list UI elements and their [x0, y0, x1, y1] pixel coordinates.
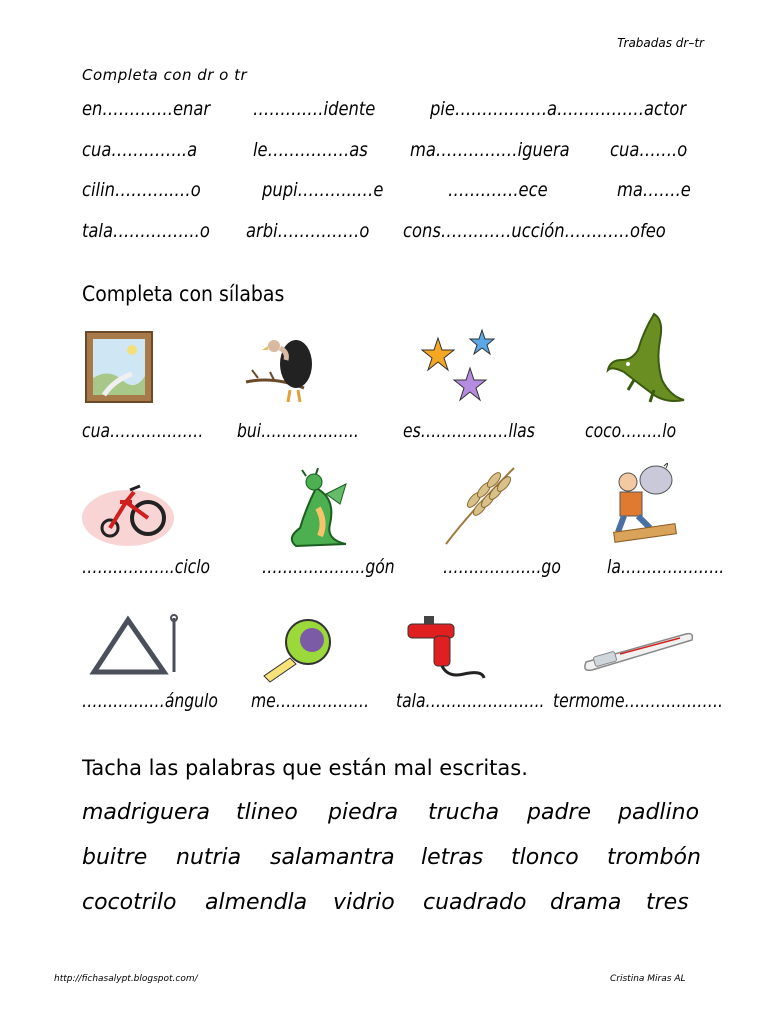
word-item: cocotrilo	[82, 890, 177, 915]
word-item: vidrio	[333, 890, 395, 915]
syllable-item: cua………………	[82, 420, 204, 442]
vulture-icon	[244, 330, 324, 406]
syllable-item: coco……..lo	[585, 420, 677, 442]
exercise-item: ma…….e	[617, 179, 691, 201]
section-title-tacha: Tacha las palabras que están mal escritas.	[82, 756, 528, 780]
crocodile-icon	[604, 310, 688, 406]
word-item: trombón	[607, 845, 701, 870]
syllable-item: ……………….go	[443, 556, 561, 578]
wheat-icon	[440, 462, 522, 548]
word-item: madriguera	[82, 800, 211, 825]
word-item: almendla	[205, 890, 308, 915]
triangle-instrument-icon	[88, 612, 184, 678]
word-item: salamantra	[270, 845, 395, 870]
syllable-item: termome……………….	[553, 690, 724, 712]
exercise-item: ………….ece	[448, 179, 548, 201]
syllable-item: tala…………………..	[396, 690, 545, 712]
exercise-item: cilin………..…o	[82, 179, 201, 201]
word-item: padre	[527, 800, 591, 825]
footer-author: Cristina Miras AL	[610, 974, 686, 984]
thermometer-icon	[580, 624, 696, 674]
stars-icon	[420, 328, 500, 404]
word-item: tlonco	[511, 845, 579, 870]
exercise-item: ……….…idente	[253, 98, 376, 120]
syllable-item: bui…………..…..	[237, 420, 359, 442]
tape-measure-icon	[260, 614, 334, 684]
picture-frame-icon	[84, 330, 154, 404]
word-item: buitre	[82, 845, 148, 870]
exercise-item: tala…………….o	[82, 220, 210, 242]
page-header: Trabadas dr–tr	[617, 36, 704, 50]
drill-icon	[404, 610, 488, 682]
syllable-item: ……….……ángulo	[82, 690, 218, 712]
syllable-item: es…………..…llas	[403, 420, 535, 442]
word-item: letras	[421, 845, 484, 870]
exercise-item: cua…………..a	[82, 139, 198, 161]
word-item: drama	[550, 890, 622, 915]
exercise-item: le……………as	[253, 139, 368, 161]
word-item: trucha	[428, 800, 500, 825]
dragon-icon	[276, 468, 362, 550]
section-title-silabas: Completa con sílabas	[82, 282, 285, 306]
word-item: piedra	[328, 800, 399, 825]
exercise-item: arbi……………o	[246, 220, 370, 242]
exercise-item: en………….enar	[82, 98, 211, 120]
section-title-dr-tr: Completa con dr o tr	[82, 66, 248, 84]
footer-url: http://fichasalypt.blogspot.com/	[54, 974, 198, 984]
syllable-item: la………………..	[607, 556, 725, 578]
word-item: cuadrado	[423, 890, 527, 915]
syllable-item: me………………	[251, 690, 370, 712]
exercise-item: pie……….…….a…………….actor	[430, 98, 687, 120]
tricycle-icon	[80, 472, 176, 552]
word-item: nutria	[176, 845, 242, 870]
exercise-item: cua…….o	[610, 139, 688, 161]
exercise-item: ma……………iguera	[410, 139, 570, 161]
word-item: tlineo	[236, 800, 298, 825]
exercise-item: cons…….……ucción…………ofeo	[403, 220, 666, 242]
syllable-item: ……….……….gón	[262, 556, 395, 578]
exercise-item: pupi………..…e	[262, 179, 384, 201]
word-item: padlino	[618, 800, 700, 825]
word-item: tres	[646, 890, 689, 915]
syllable-item: …….………..ciclo	[82, 556, 211, 578]
thief-icon	[600, 458, 686, 544]
